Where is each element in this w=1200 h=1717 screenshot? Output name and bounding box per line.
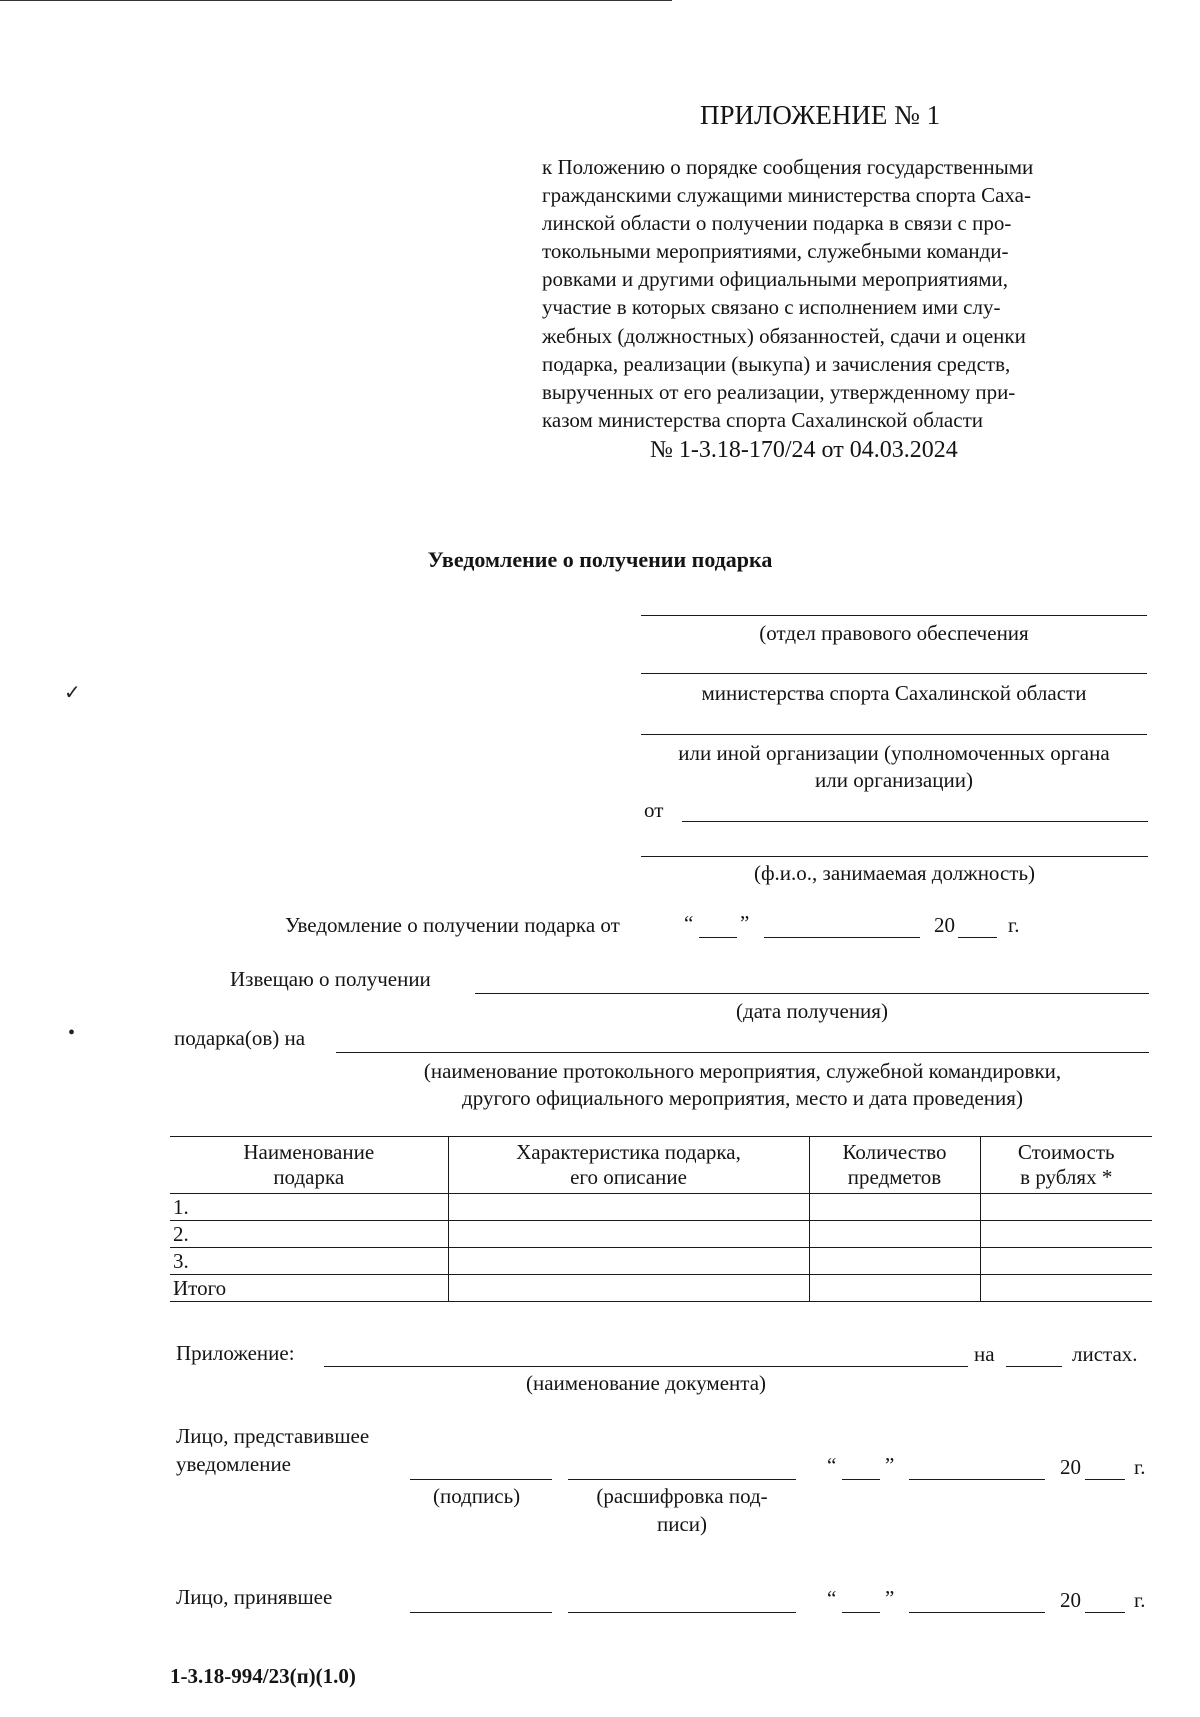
table-cell[interactable]	[809, 1221, 980, 1248]
notice-year-field[interactable]	[958, 937, 997, 938]
receiver-close-quote: ”	[885, 1586, 895, 1610]
document-heading: Уведомление о получении подарка	[427, 547, 773, 572]
table-row	[170, 1221, 1152, 1248]
receipt-date-field[interactable]	[475, 993, 1149, 994]
receiver-label: Лицо, принявшее	[176, 1585, 333, 1609]
appendix-number: № 1-3.18-170/24 от 04.03.2024	[650, 437, 958, 463]
addressee-line-2[interactable]	[641, 673, 1147, 674]
attachment-sheets: листах.	[1072, 1342, 1138, 1366]
attachment-document-field[interactable]	[324, 1366, 968, 1367]
header-description: Характеристика подарка, его описание	[448, 1137, 809, 1194]
table-header-row	[170, 1137, 1152, 1194]
submitter-signature-field[interactable]	[410, 1479, 552, 1480]
gift-event-field[interactable]	[336, 1052, 1149, 1053]
appendix-line: участие в которых связано с исполнением ими слу-	[542, 295, 1001, 320]
receiver-signature-field[interactable]	[410, 1612, 552, 1613]
addressee-line-1[interactable]	[641, 615, 1147, 616]
submitter-year-prefix: 20	[1060, 1455, 1081, 1479]
appendix-line: гражданскими служащими министерства спорта Саха-	[542, 183, 1031, 208]
sender-caption: (ф.и.о., занимаемая должность)	[753, 861, 1036, 885]
submitter-year-suffix: г.	[1134, 1455, 1146, 1479]
document-code: 1-3.18-994/23(п)(1.0)	[170, 1664, 356, 1688]
receipt-date-caption: (дата получения)	[736, 999, 888, 1023]
decode-caption-2: писи)	[656, 1512, 708, 1536]
receiver-day-field[interactable]	[842, 1612, 880, 1613]
header-name: Наименование подарка	[170, 1137, 448, 1194]
notice-year-suffix: г.	[1008, 913, 1020, 937]
header-cost: Стоимость в рублях *	[980, 1137, 1152, 1194]
table-cell[interactable]	[809, 1248, 980, 1275]
event-caption-1: (наименование протокольного мероприятия, служебной командировки,	[423, 1059, 1062, 1083]
table-cell[interactable]	[448, 1275, 809, 1302]
submitter-year-field[interactable]	[1085, 1479, 1125, 1480]
attachment-on: на	[974, 1342, 995, 1366]
notice-label: Уведомление о получении подарка от	[285, 913, 620, 937]
gift-event-label: подарка(ов) на	[174, 1026, 306, 1050]
appendix-line: вырученных от его реализации, утвержденному при-	[542, 379, 1016, 404]
table-row	[170, 1194, 1152, 1221]
table-cell[interactable]	[448, 1194, 809, 1221]
appendix-line: подарка, реализации (выкупа) и зачисления средств,	[542, 351, 1011, 376]
notice-year-prefix: 20	[934, 913, 955, 937]
notice-day-field[interactable]	[699, 937, 737, 938]
row-label: Итого	[170, 1275, 448, 1302]
row-label: 1.	[170, 1194, 448, 1221]
attachment-label: Приложение:	[176, 1341, 295, 1365]
event-caption-2: другого официального мероприятия, место и дата проведения)	[462, 1086, 1023, 1110]
scan-mark: ✓	[64, 682, 81, 704]
submitter-name-field[interactable]	[568, 1479, 796, 1480]
receiver-year-prefix: 20	[1060, 1588, 1081, 1612]
submitter-day-field[interactable]	[842, 1479, 880, 1480]
sender-line-2[interactable]	[641, 856, 1148, 857]
table-cell[interactable]	[448, 1248, 809, 1275]
submitter-label-2: уведомление	[176, 1452, 292, 1476]
addressee-caption-3b: или организации)	[815, 768, 973, 792]
addressee-caption-1: (отдел правового обеспечения	[759, 621, 1029, 645]
receiver-open-quote: “	[827, 1586, 837, 1610]
from-label: от	[644, 798, 664, 822]
table-cell[interactable]	[980, 1275, 1152, 1302]
table-cell[interactable]	[809, 1275, 980, 1302]
appendix-text	[542, 153, 1114, 434]
sender-line-1[interactable]	[682, 821, 1148, 822]
gift-table	[170, 1136, 1152, 1302]
appendix-line: ровками и другими официальными мероприятиями,	[542, 267, 1009, 292]
receiver-year-suffix: г.	[1134, 1588, 1146, 1612]
table-cell[interactable]	[809, 1194, 980, 1221]
appendix-line: токольными мероприятиями, служебными команди-	[542, 239, 1009, 264]
table-cell[interactable]	[980, 1248, 1152, 1275]
attachment-caption: (наименование документа)	[525, 1371, 767, 1395]
submitter-close-quote: ”	[885, 1453, 895, 1477]
appendix-title: ПРИЛОЖЕНИЕ № 1	[700, 100, 941, 130]
appendix-line: линской области о получении подарка в связи с про-	[542, 211, 1012, 236]
scan-top-rule	[0, 0, 672, 1]
addressee-caption-3a: или иной организации (уполномоченных органа	[678, 741, 1110, 765]
row-label: 2.	[170, 1221, 448, 1248]
notice-month-field[interactable]	[764, 937, 920, 938]
appendix-line: жебных (должностных) обязанностей, сдачи и оценки	[542, 323, 1026, 348]
decode-caption-1: (расшифровка под-	[596, 1484, 768, 1508]
addressee-caption-2: министерства спорта Сахалинской области	[701, 681, 1087, 705]
receiver-name-field[interactable]	[568, 1612, 796, 1613]
table-row	[170, 1248, 1152, 1275]
notice-close-quote: ”	[740, 911, 750, 935]
scan-mark: •	[68, 1022, 76, 1044]
signature-caption: (подпись)	[433, 1484, 521, 1508]
row-label: 3.	[170, 1248, 448, 1275]
table-total-row	[170, 1275, 1152, 1302]
appendix-line: казом министерства спорта Сахалинской области	[542, 407, 983, 432]
receipt-label: Извещаю о получении	[230, 967, 431, 991]
header-quantity: Количество предметов	[809, 1137, 980, 1194]
table-cell[interactable]	[980, 1221, 1152, 1248]
table-cell[interactable]	[448, 1221, 809, 1248]
table-cell[interactable]	[980, 1194, 1152, 1221]
submitter-open-quote: “	[827, 1453, 837, 1477]
receiver-year-field[interactable]	[1085, 1612, 1125, 1613]
notice-open-quote: “	[684, 911, 694, 935]
addressee-line-3[interactable]	[641, 734, 1147, 735]
attachment-sheets-field[interactable]	[1006, 1366, 1062, 1367]
receiver-month-field[interactable]	[909, 1612, 1045, 1613]
appendix-line: к Положению о порядке сообщения государственными	[542, 155, 1034, 179]
submitter-month-field[interactable]	[909, 1479, 1045, 1480]
submitter-label-1: Лицо, представившее	[176, 1424, 370, 1448]
